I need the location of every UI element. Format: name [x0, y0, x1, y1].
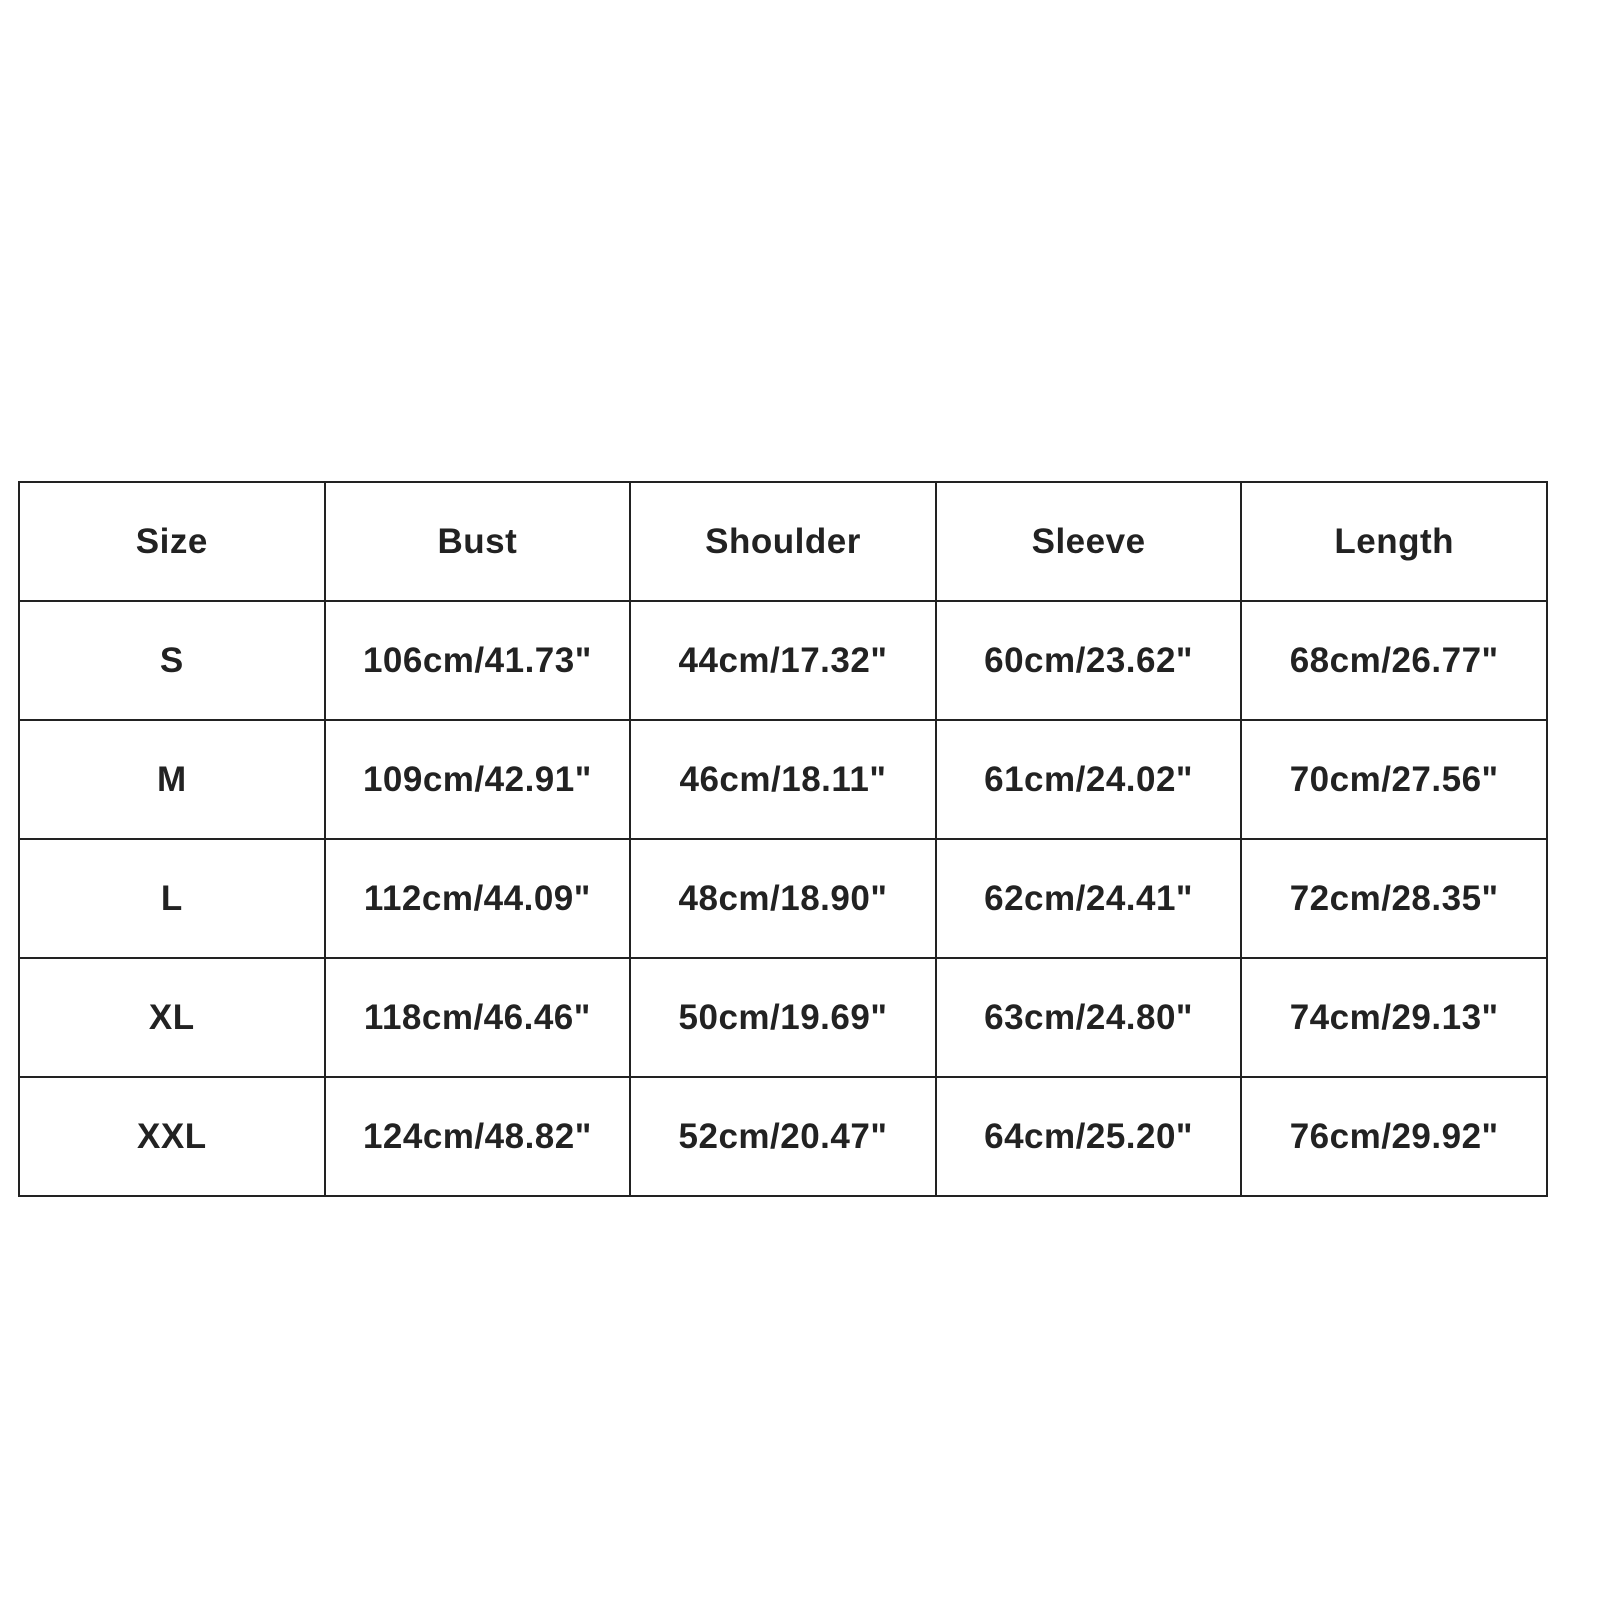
cell-sleeve: 62cm/24.41" — [936, 839, 1242, 958]
cell-shoulder: 52cm/20.47" — [630, 1077, 936, 1196]
header-shoulder: Shoulder — [630, 482, 936, 601]
cell-bust: 124cm/48.82" — [325, 1077, 631, 1196]
cell-size: XL — [19, 958, 325, 1077]
header-length: Length — [1241, 482, 1547, 601]
cell-size: L — [19, 839, 325, 958]
cell-length: 76cm/29.92" — [1241, 1077, 1547, 1196]
cell-length: 72cm/28.35" — [1241, 839, 1547, 958]
size-chart-table — [18, 481, 1548, 1197]
table-header-row — [19, 482, 1547, 601]
table-row — [19, 839, 1547, 958]
table-row — [19, 958, 1547, 1077]
table-row — [19, 1077, 1547, 1196]
cell-size: M — [19, 720, 325, 839]
cell-length: 74cm/29.13" — [1241, 958, 1547, 1077]
cell-bust: 109cm/42.91" — [325, 720, 631, 839]
cell-bust: 118cm/46.46" — [325, 958, 631, 1077]
cell-length: 68cm/26.77" — [1241, 601, 1547, 720]
cell-shoulder: 48cm/18.90" — [630, 839, 936, 958]
cell-bust: 106cm/41.73" — [325, 601, 631, 720]
cell-sleeve: 63cm/24.80" — [936, 958, 1242, 1077]
cell-shoulder: 44cm/17.32" — [630, 601, 936, 720]
cell-bust: 112cm/44.09" — [325, 839, 631, 958]
cell-size: S — [19, 601, 325, 720]
cell-length: 70cm/27.56" — [1241, 720, 1547, 839]
header-sleeve: Sleeve — [936, 482, 1242, 601]
cell-sleeve: 64cm/25.20" — [936, 1077, 1242, 1196]
table-row — [19, 720, 1547, 839]
cell-shoulder: 46cm/18.11" — [630, 720, 936, 839]
header-bust: Bust — [325, 482, 631, 601]
cell-shoulder: 50cm/19.69" — [630, 958, 936, 1077]
cell-sleeve: 60cm/23.62" — [936, 601, 1242, 720]
table-row — [19, 601, 1547, 720]
cell-size: XXL — [19, 1077, 325, 1196]
cell-sleeve: 61cm/24.02" — [936, 720, 1242, 839]
header-size: Size — [19, 482, 325, 601]
